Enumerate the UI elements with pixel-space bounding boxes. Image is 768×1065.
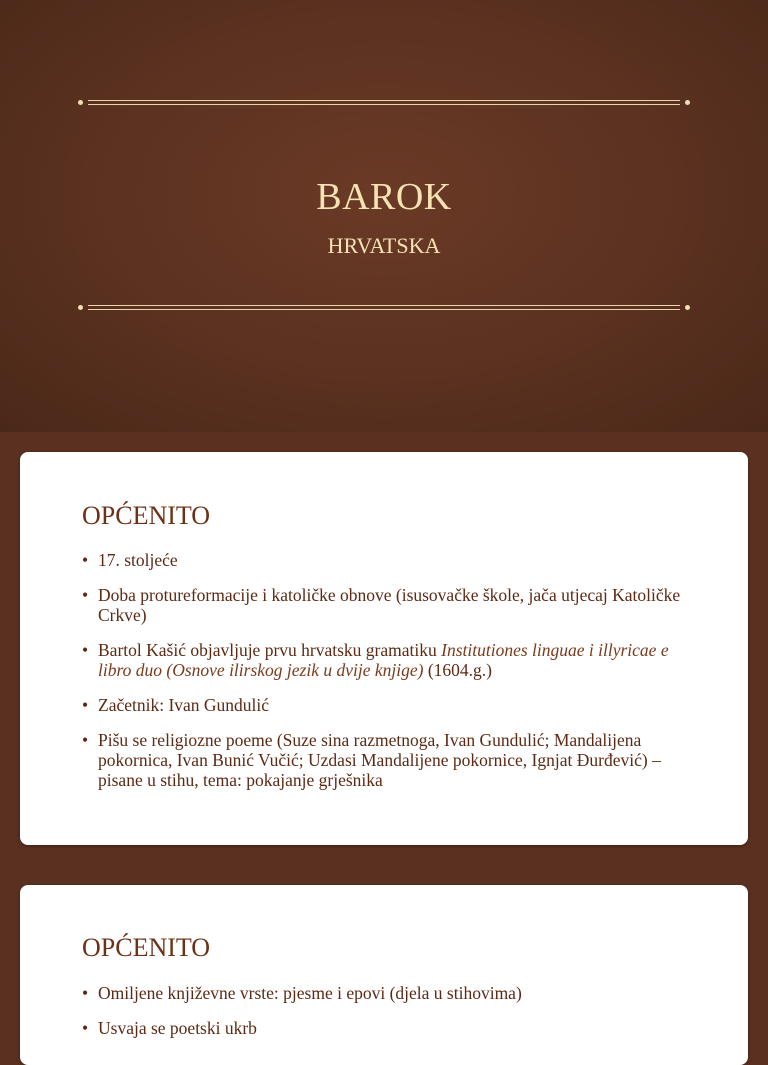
- list-item: [82, 983, 692, 1003]
- bullet-icon: •: [82, 550, 89, 570]
- list-item: [82, 730, 692, 790]
- decorative-rule-bottom: [78, 304, 690, 311]
- bullet-text: 17. stoljeće: [98, 550, 178, 570]
- list-item: [82, 550, 692, 570]
- bullet-icon: •: [82, 730, 89, 750]
- bullet-text-year: (1604.g.): [423, 660, 492, 680]
- list-item: [82, 640, 692, 680]
- slide-title: BAROK: [316, 176, 452, 218]
- list-item: [82, 1018, 692, 1038]
- bullet-text: Usvaja se poetski ukrb: [98, 1018, 257, 1038]
- slide-card-2: [20, 885, 748, 1065]
- bullet-text: Bartol Kašić objavljuje prvu hrvatsku gramatiku: [98, 640, 442, 660]
- bullet-text: Doba protureformacije i katoličke obnove (isusovačke škole, jača utjecaj Katoličke Crkve): [98, 585, 681, 625]
- book-title-italic: Institutiones linguae i illyricae e libro duo (Osnove ilirskog jezik u dvije knjige): [98, 640, 669, 680]
- bullet-icon: •: [82, 1018, 89, 1038]
- bullet-text: Omiljene književne vrste: pjesme i epovi (djela u stihovima): [98, 983, 522, 1003]
- bullet-icon: •: [82, 695, 89, 715]
- slide-card-1: [20, 452, 748, 845]
- bullet-icon: •: [82, 585, 89, 605]
- slide-subtitle: HRVATSKA: [327, 233, 441, 258]
- bullet-icon: •: [82, 983, 89, 1003]
- title-slide: [0, 0, 768, 432]
- bullet-icon: •: [82, 640, 89, 660]
- list-item: [82, 695, 692, 715]
- bullet-list: [82, 983, 692, 1053]
- list-item: [82, 585, 692, 625]
- bullet-list: [82, 550, 692, 805]
- card-heading: OPĆENITO: [82, 933, 211, 962]
- decorative-rule-top: [78, 99, 690, 106]
- bullet-text: Začetnik: Ivan Gundulić: [98, 695, 270, 715]
- bullet-text: Pišu se religiozne poeme (Suze sina razmetnoga, Ivan Gundulić; Mandalijena pokornica, Ivan Bunić Vučić; Uzdasi Mandalijene pokornice, Ignjat Đurđević) – pisane u stihu, tema: pokajanje grješnika: [98, 730, 661, 790]
- card-heading: OPĆENITO: [82, 501, 211, 530]
